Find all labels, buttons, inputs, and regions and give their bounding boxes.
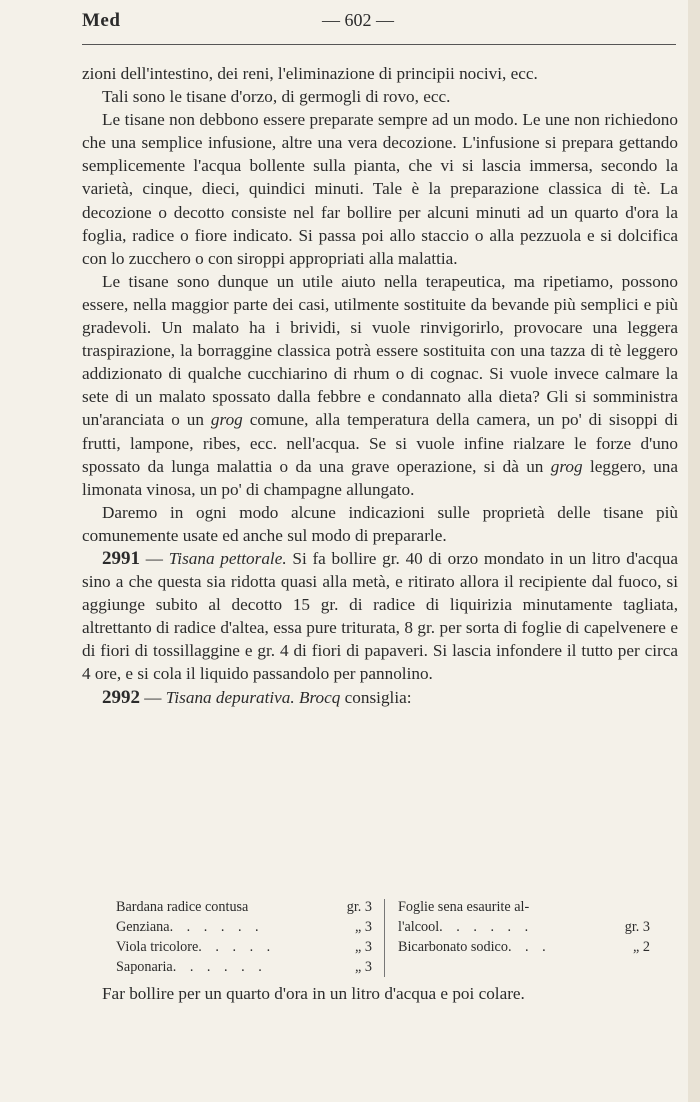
leader-dots: . . . . . . — [439, 919, 534, 935]
ingredient-name: Saponaria — [116, 959, 173, 975]
ingredient-quantity: gr. 3 — [624, 919, 650, 935]
leader-dots: . . . . . . — [169, 919, 264, 935]
ingredient-quantity: „ 2 — [633, 939, 650, 955]
entry-2991 — [82, 547, 678, 686]
leader-dots: . . . . . — [198, 939, 276, 955]
entry-text: Si fa bollire gr. 40 di orzo mondato in un litro d'acqua sino a che questa sia ridotta quasi alla metà, e ritirato allora il recipiente dal fuoco, si aggiunge subito al decotto 15 gr. di radice di liquirizia minutamente tagliata, altrettanto di radice d'altea, essa pure triturata, 8 gr. per sorta di foglie di capelvenere e di fiori di tossillaggine e gr. 4 di fiori di papaveri. Si lascia infondere il tutto per circa 4 ore, e si cola il liquido passandolo per pannolino. — [82, 548, 678, 684]
paragraph: Tali sono le tisane d'orzo, di germogli di rovo, ecc. — [102, 87, 451, 107]
recipe-instructions — [82, 982, 678, 1005]
italic-term: grog — [550, 456, 583, 476]
entry-title: Tisana pettorale. — [168, 548, 287, 568]
ingredient-row — [116, 937, 372, 957]
ingredients-right-column — [398, 897, 650, 957]
ingredient-name: Genziana — [116, 919, 170, 935]
header-rule — [82, 44, 676, 45]
page-edge-shadow — [688, 0, 700, 1102]
ingredient-row — [116, 957, 372, 977]
ingredient-row — [116, 917, 372, 937]
entry-dash: — — [140, 687, 166, 707]
italic-term: grog — [210, 410, 243, 430]
entry-suffix: consiglia: — [340, 687, 412, 707]
paragraph: Le tisane non debbono essere preparate sempre ad un modo. Le une non richiedono che una semplice infusione, altre una vera decozione. L'infusione si prepara gettando semplicemente l'acqua bollente sulla pianta, che vi si lascia immersa, secondo la varietà, cinque, dieci, quindici minuti. Tale è la preparazione classica di tè. La decozione o decotto consiste nel far bollire per alcuni minuti ad un quarto d'ora la foglia, radice o fiore indicato. Si passa poi allo staccio o alla pezzuola e si dolcifica con lo zucchero o con siroppi appropriati alla malattia. — [82, 110, 678, 268]
ingredient-quantity: gr. 3 — [346, 899, 372, 915]
ingredient-row — [116, 897, 372, 917]
page-number: — 602 — — [322, 10, 394, 30]
paragraph-text: Le tisane sono dunque un utile aiuto nella terapeutica, ma ripetiamo, possono essere, nella maggior parte dei casi, utilmente sostituite da bevande più semplici e più gradevoli. Un malato ha i brividi, si vuole rinvigorirlo, provocare una leggera traspirazione, la borraggine classica potrà essere sostituita con una tazza di tè leggero addizionato di qualche cucchiarino di rhum o di cognac. Si vuole invece calmare la sete di un malato spossato dalla febbre e condannato alla dieta? Gli si somministra un'aranciata o un — [82, 271, 678, 430]
leader-dots — [248, 897, 342, 917]
ingredients-left-column — [116, 897, 372, 977]
ingredient-row — [398, 937, 650, 957]
leader-dots: . . . . . . — [172, 959, 267, 975]
leader-dots — [529, 897, 646, 917]
running-head: Med — [82, 10, 121, 31]
ingredient-quantity — [646, 897, 650, 917]
paragraph — [82, 270, 678, 501]
ingredient-quantity: „ 3 — [355, 939, 372, 955]
ingredient-name: Bardana radice contusa — [116, 899, 249, 915]
entry-number: 2992 — [102, 686, 140, 708]
paragraph: zioni dell'intestino, dei reni, l'eliminazione di principii nocivi, ecc. — [82, 64, 538, 83]
page-header — [82, 10, 682, 36]
ingredient-name: Bicarbonato sodico — [398, 939, 508, 955]
paragraph: Daremo in ogni modo alcune indicazioni sulle proprietà delle tisane più comunemente usate ed anche sul modo di prepararle. — [82, 502, 678, 545]
entry-title: Tisana depurativa. — [165, 687, 295, 707]
column-divider — [384, 899, 385, 977]
ingredient-row — [398, 917, 650, 937]
paragraph-text: leggero, una limonata vinosa, un po' di champagne allungato. — [82, 456, 679, 499]
ingredient-row — [398, 897, 650, 917]
ingredient-name: Foglie sena esaurite al- — [398, 899, 530, 915]
entry-dash: — — [140, 548, 169, 568]
ingredient-quantity: „ 3 — [355, 919, 372, 935]
paragraph-text: comune, alla temperatura della camera, un po' di sisoppi di frutti, lampone, ribes, ecc. nell'acqua. Se si vuole infine rialzare le forze d'uno spossato da lunga malattia o da una grave operazione, si dà un — [82, 410, 679, 476]
paragraph: Far bollire per un quarto d'ora in un litro d'acqua e poi colare. — [102, 984, 525, 1003]
entry-2992 — [82, 686, 678, 709]
body-text — [82, 62, 678, 709]
leader-dots: . . . — [507, 939, 551, 955]
ingredient-name: l'alcool — [398, 919, 440, 935]
entry-number: 2991 — [102, 547, 140, 569]
ingredient-name: Viola tricolore — [116, 939, 199, 955]
ingredient-quantity: „ 3 — [355, 959, 372, 975]
entry-author: Brocq — [299, 687, 341, 707]
